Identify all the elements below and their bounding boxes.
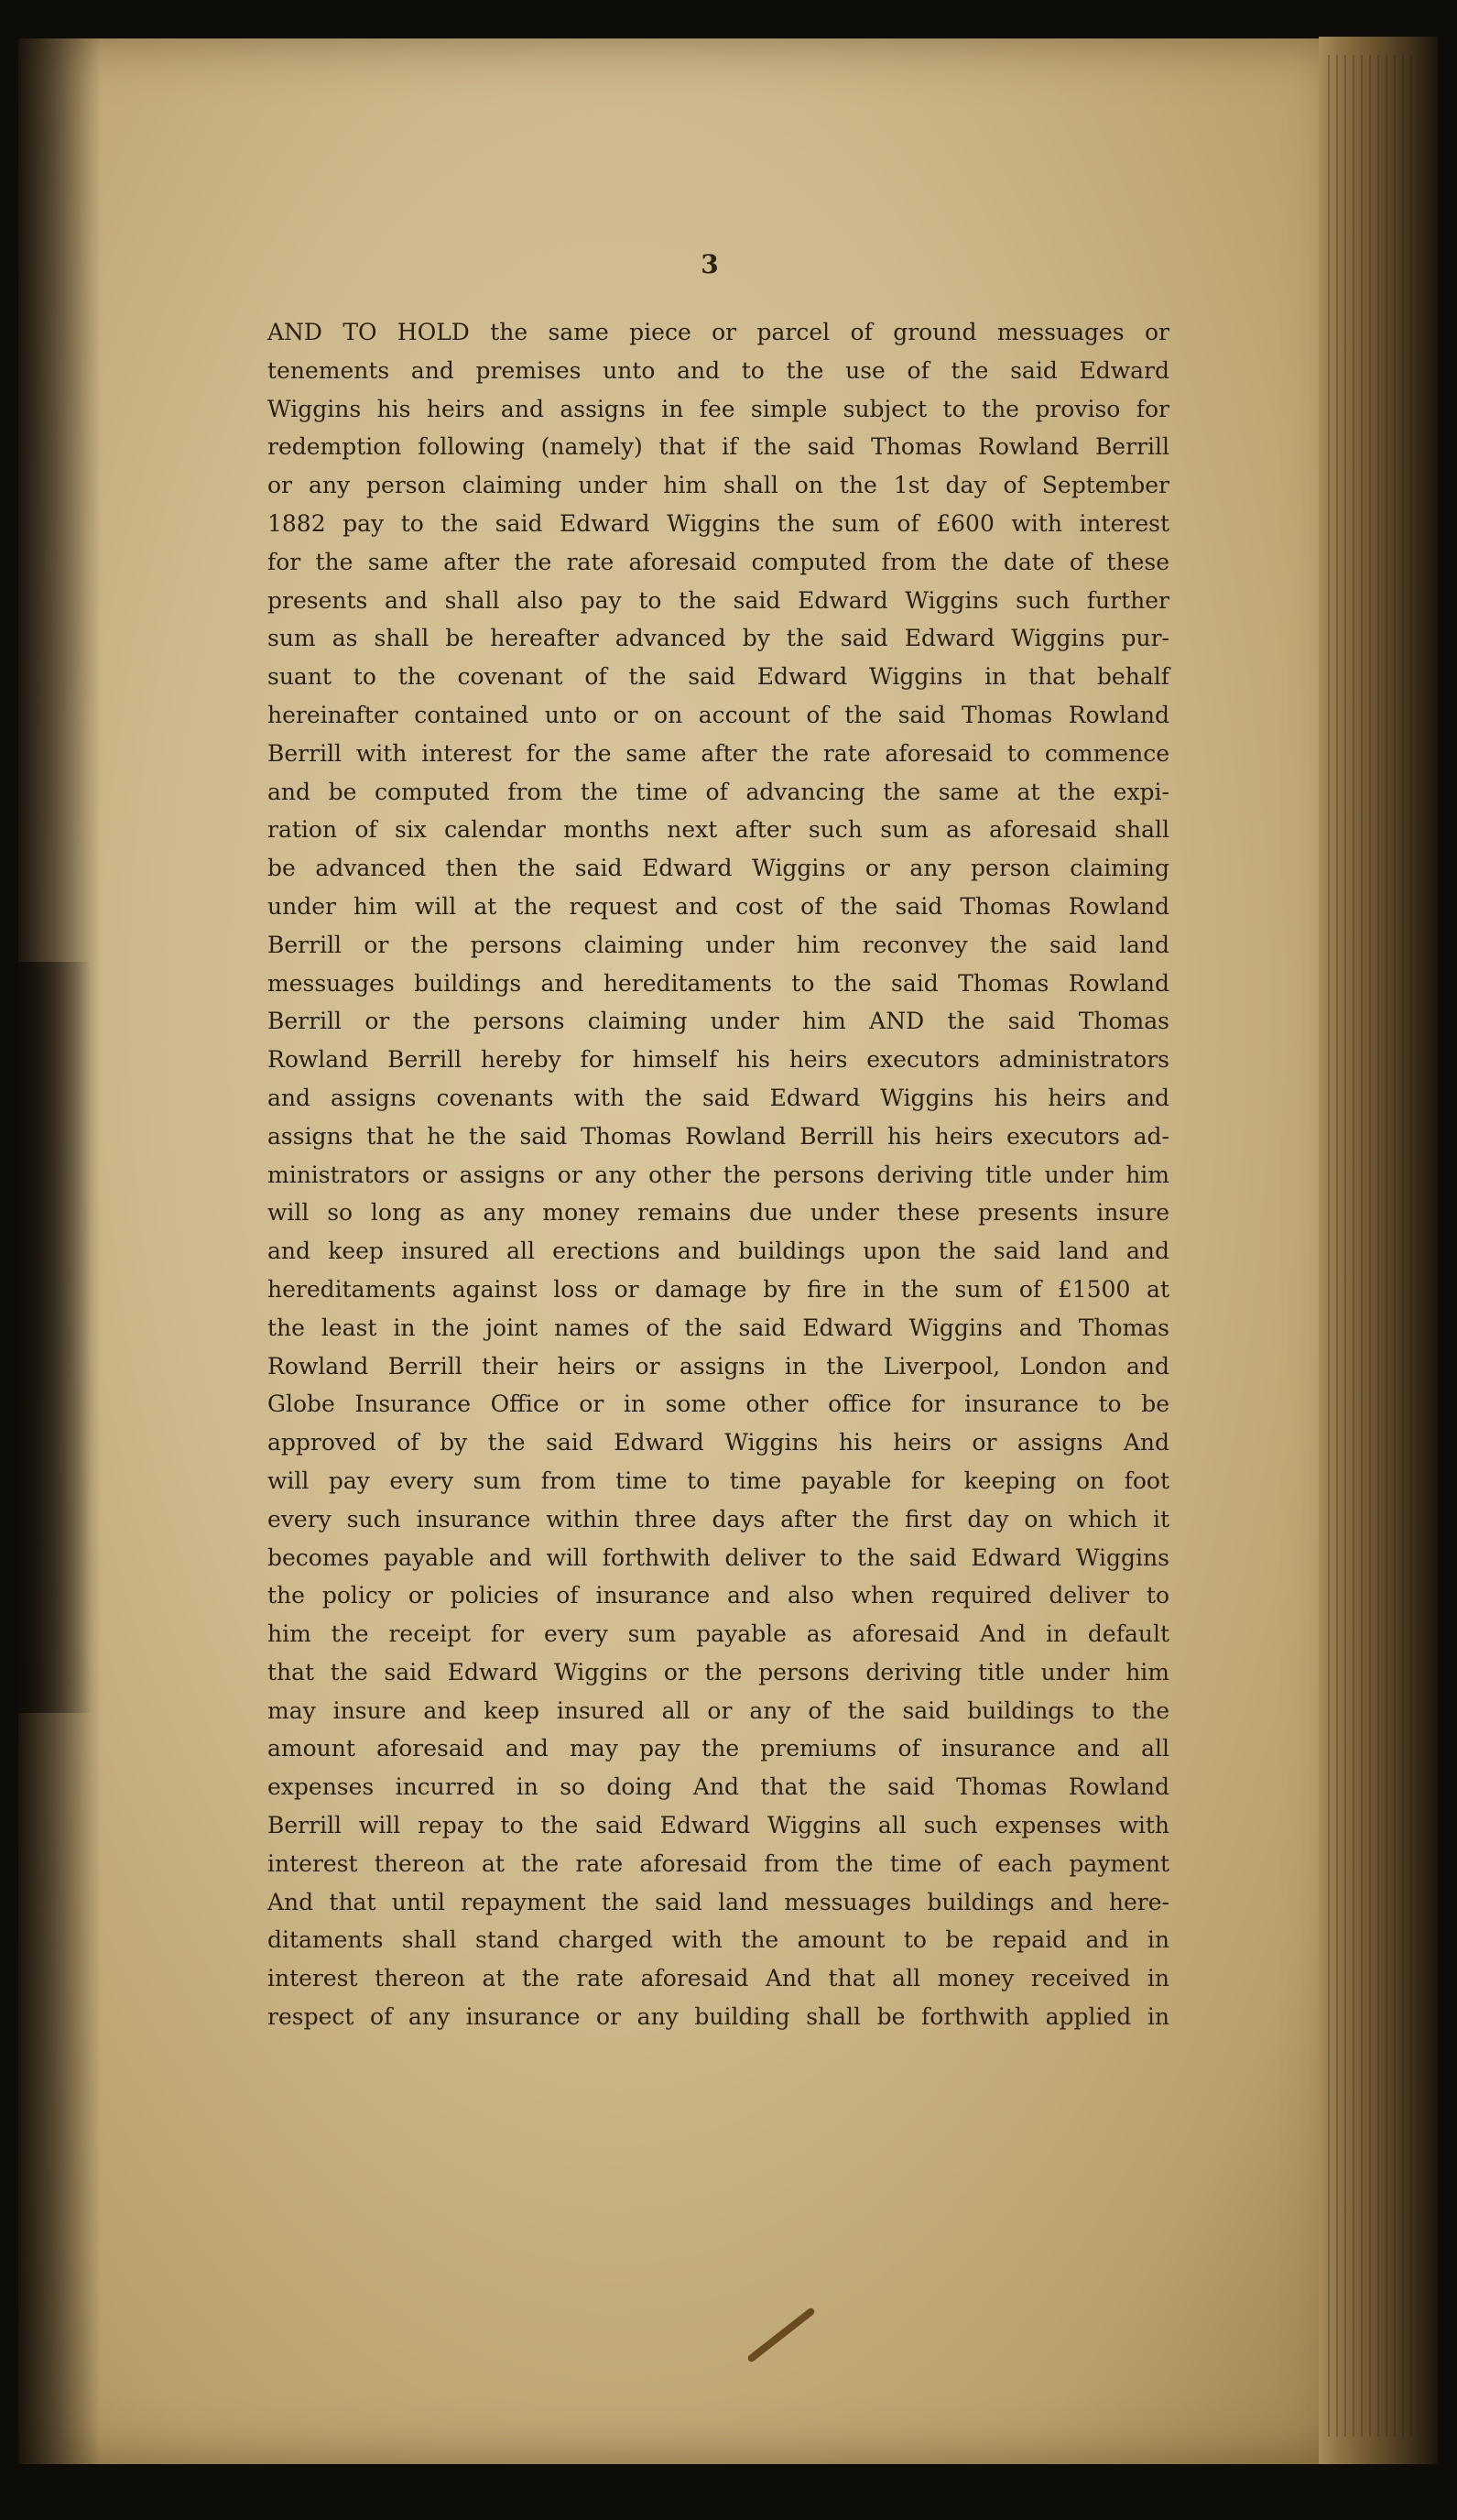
text-line: the policy or policies of insurance and also when required deliver to bbox=[267, 1582, 1169, 1609]
text-line: or any person claiming under him shall on the 1st day of September bbox=[267, 472, 1169, 499]
text-line: messuages buildings and hereditaments to the said Thomas Rowland bbox=[267, 969, 1169, 997]
text-line: will so long as any money remains due under these presents insure bbox=[267, 1199, 1169, 1227]
text-line: Rowland Berrill their heirs or assigns in the Liverpool, London and bbox=[267, 1352, 1169, 1380]
text-line: suant to the covenant of the said Edward Wiggins in that behalf bbox=[267, 663, 1169, 691]
text-line: tenements and premises unto and to the use of the said Edward bbox=[267, 356, 1169, 384]
text-line: ration of six calendar months next after such sum as aforesaid shall bbox=[267, 816, 1169, 844]
text-line: Wiggins his heirs and assigns in fee simple subject to the proviso for bbox=[267, 395, 1169, 422]
text-line: and be computed from the time of advancing the same at the expi- bbox=[267, 778, 1169, 805]
text-line: and assigns covenants with the said Edward Wiggins his heirs and bbox=[267, 1084, 1169, 1111]
text-line: and keep insured all erections and buildings upon the said land and bbox=[267, 1238, 1169, 1265]
text-line: assigns that he the said Thomas Rowland Berrill his heirs executors ad- bbox=[267, 1122, 1169, 1150]
text-line: Berrill will repay to the said Edward Wiggins all such expenses with bbox=[267, 1812, 1169, 1839]
text-line: him the receipt for every sum payable as aforesaid And in default bbox=[267, 1620, 1169, 1648]
text-line: ditaments shall stand charged with the amount to be repaid and in bbox=[267, 1926, 1169, 1954]
text-line: ministrators or assigns or any other the persons deriving title under him bbox=[267, 1161, 1169, 1188]
text-line: interest thereon at the rate aforesaid And that all money received in bbox=[267, 1965, 1169, 1992]
page-edge-lines bbox=[1328, 55, 1419, 2437]
text-line: sum as shall be hereafter advanced by the said Edward Wiggins pur- bbox=[267, 625, 1169, 652]
left-dark-band bbox=[18, 962, 92, 1713]
text-line: under him will at the request and cost of the said Thomas Rowland bbox=[267, 892, 1169, 920]
text-line: Berrill or the persons claiming under him reconvey the said land bbox=[267, 931, 1169, 958]
text-line: Berrill with interest for the same after the rate aforesaid to commence bbox=[267, 739, 1169, 767]
text-line: amount aforesaid and may pay the premiums of insurance and all bbox=[267, 1735, 1169, 1762]
text-line: expenses incurred in so doing And that the said Thomas Rowland bbox=[267, 1773, 1169, 1801]
text-line: be advanced then the said Edward Wiggins or any person claiming bbox=[267, 855, 1169, 882]
text-line: presents and shall also pay to the said Edward Wiggins such further bbox=[267, 586, 1169, 614]
text-line: interest thereon at the rate aforesaid from the time of each payment bbox=[267, 1849, 1169, 1877]
text-line: Berrill or the persons claiming under him AND the said Thomas bbox=[267, 1008, 1169, 1035]
text-line: for the same after the rate aforesaid computed from the date of these bbox=[267, 548, 1169, 575]
text-line: AND TO HOLD the same piece or parcel of ground messuages or bbox=[267, 319, 1169, 345]
deed-text bbox=[267, 313, 1169, 2036]
text-line: Rowland Berrill hereby for himself his heirs executors administrators bbox=[267, 1046, 1169, 1074]
text-line: every such insurance within three days after the first day on which it bbox=[267, 1505, 1169, 1533]
text-line: that the said Edward Wiggins or the persons deriving title under him bbox=[267, 1658, 1169, 1685]
text-line: may insure and keep insured all or any of the said buildings to the bbox=[267, 1696, 1169, 1724]
page-number: 3 bbox=[701, 249, 719, 279]
text-line: redemption following (namely) that if the said Thomas Rowland Berrill bbox=[267, 433, 1169, 461]
text-line: becomes payable and will forthwith deliver to the said Edward Wiggins bbox=[267, 1544, 1169, 1571]
text-line: will pay every sum from time to time payable for keeping on foot bbox=[267, 1467, 1169, 1494]
text-line: the least in the joint names of the said Edward Wiggins and Thomas bbox=[267, 1314, 1169, 1341]
text-line: respect of any insurance or any building shall be forthwith applied in bbox=[267, 2003, 1169, 2031]
text-line: hereinafter contained unto or on account of the said Thomas Rowland bbox=[267, 701, 1169, 728]
text-line: And that until repayment the said land messuages buildings and here- bbox=[267, 1888, 1169, 1915]
text-line: hereditaments against loss or damage by fire in the sum of £1500 at bbox=[267, 1275, 1169, 1303]
text-line: 1882 pay to the said Edward Wiggins the sum of £600 with interest bbox=[267, 509, 1169, 537]
text-line: Globe Insurance Office or in some other office for insurance to be bbox=[267, 1391, 1169, 1418]
text-line: approved of by the said Edward Wiggins his heirs or assigns And bbox=[267, 1429, 1169, 1456]
